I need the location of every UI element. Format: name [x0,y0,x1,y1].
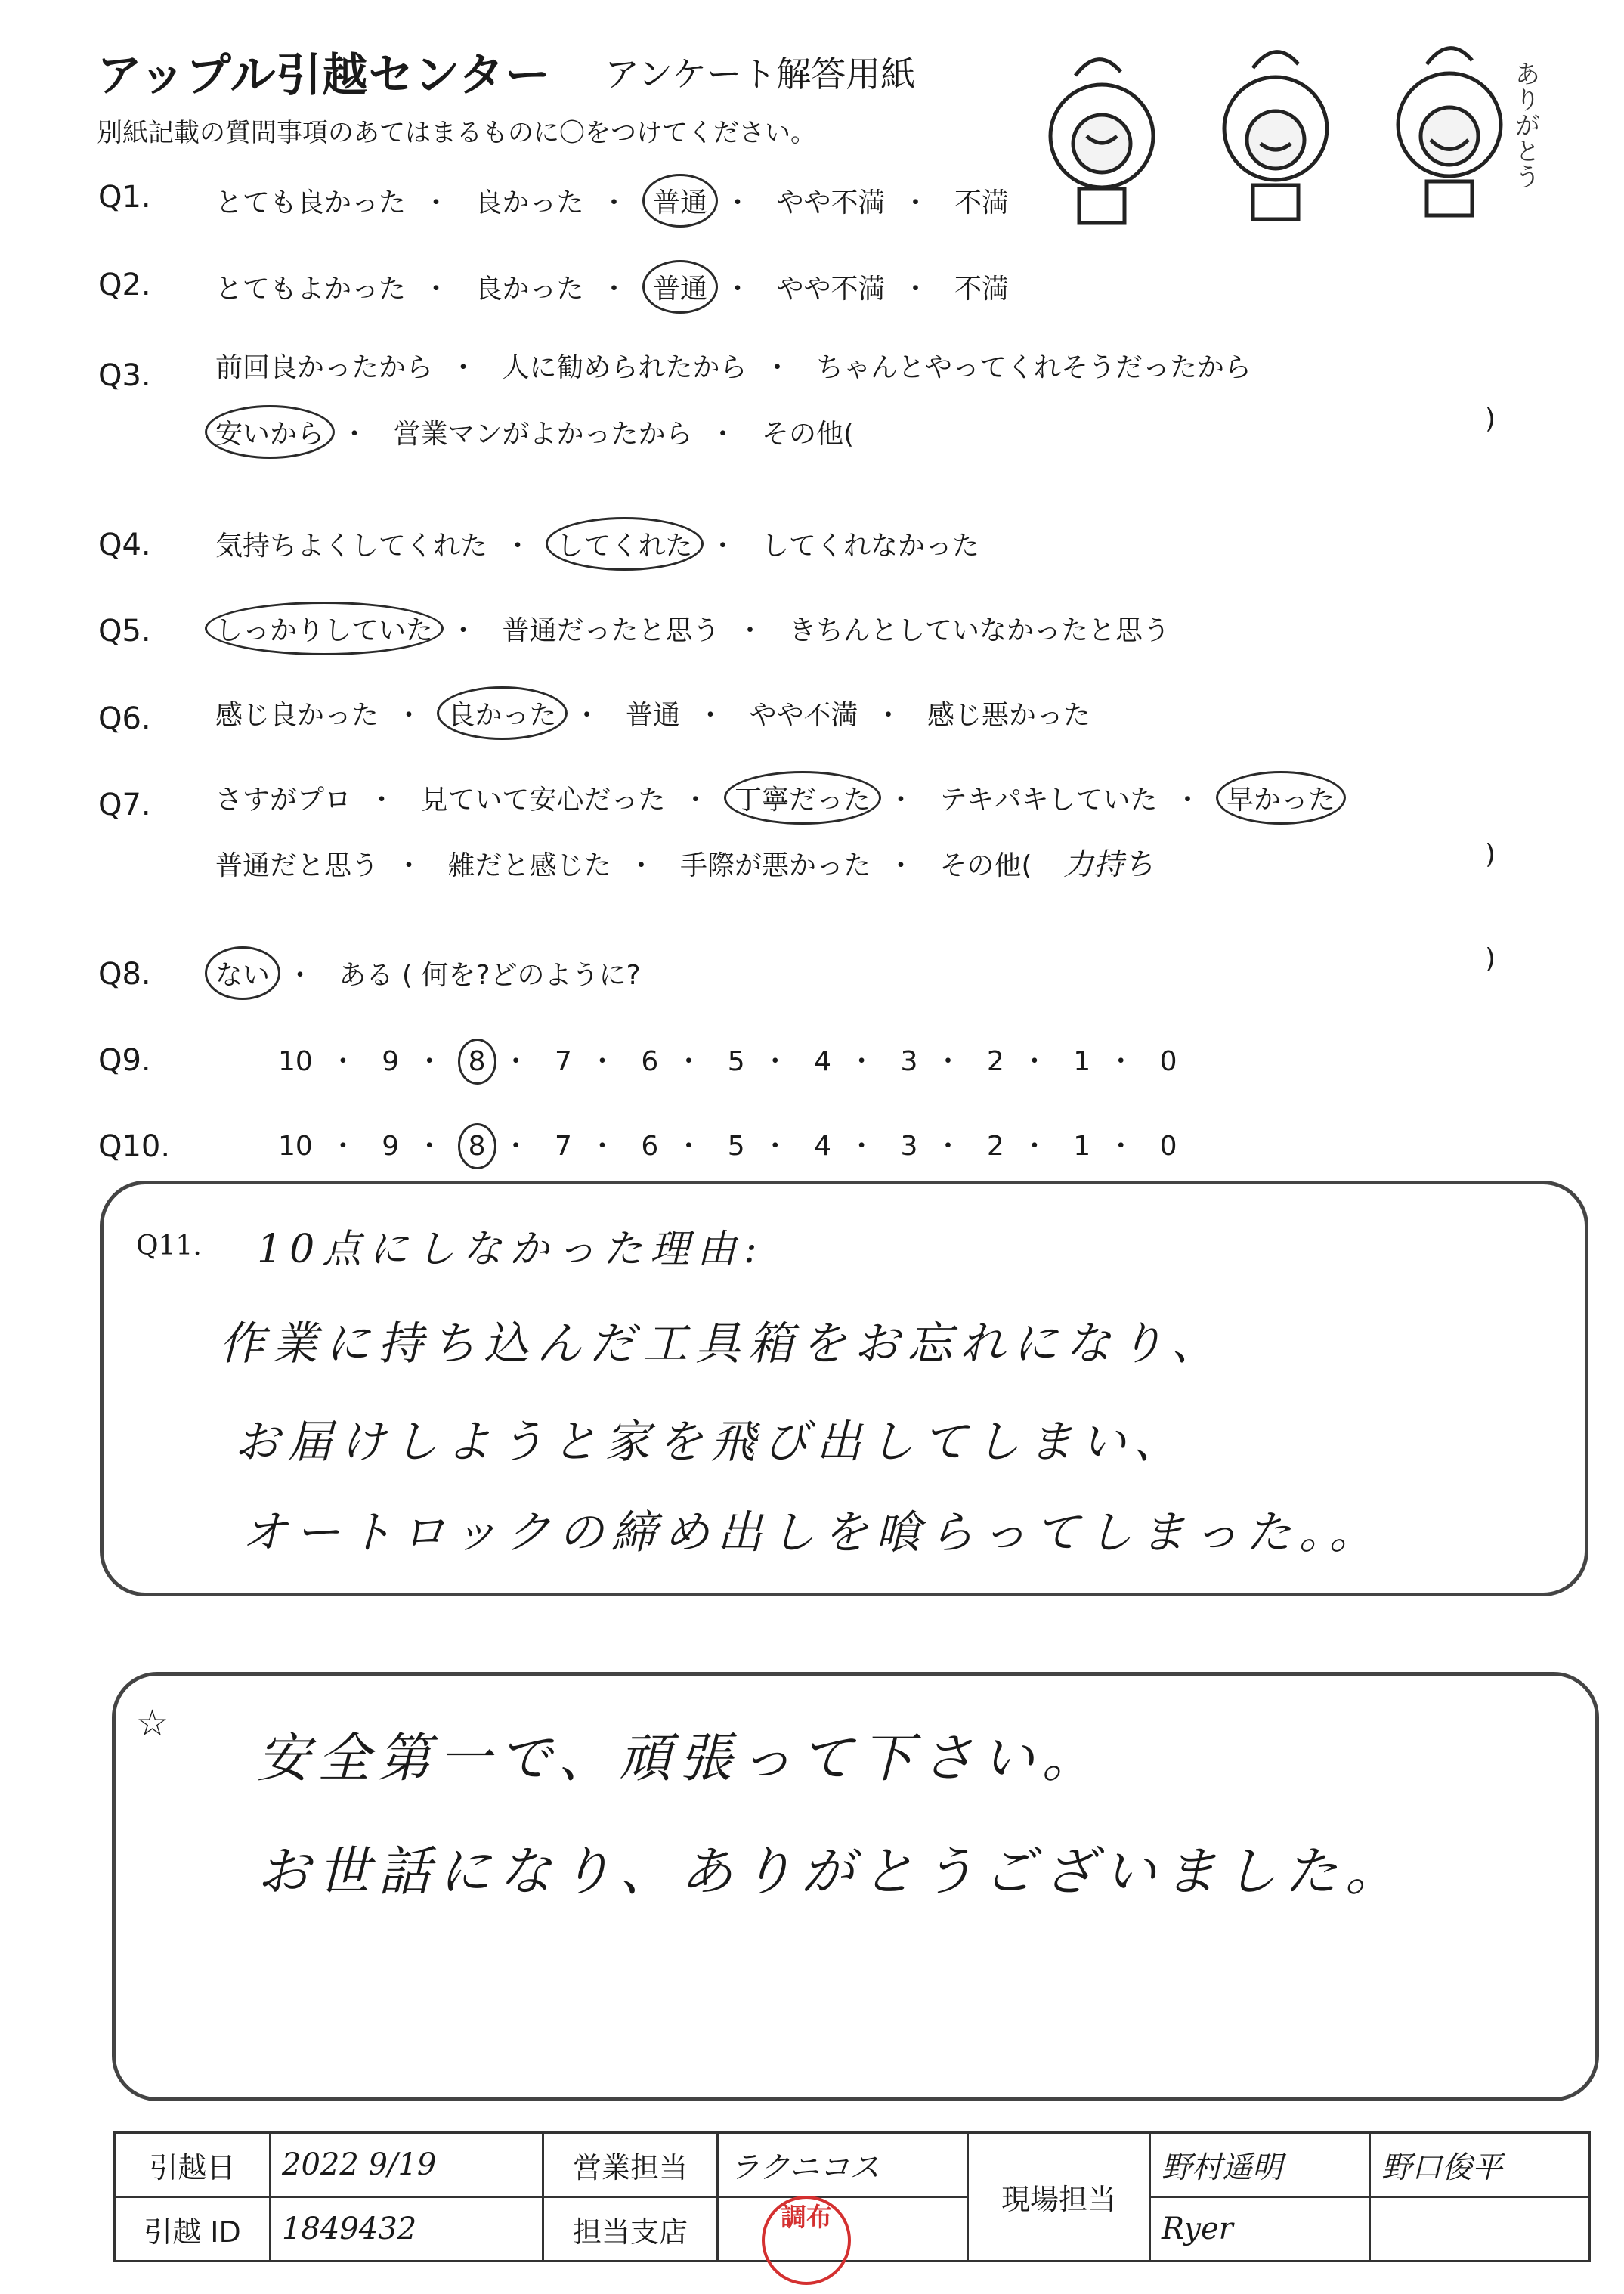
option[interactable]: 普通だったと思う [502,615,720,646]
option[interactable]: 5 [727,1131,745,1162]
option-selected[interactable]: 安いから [215,413,324,451]
option[interactable]: 7 [555,1131,572,1162]
q1-label: Q1. [98,180,151,215]
option[interactable]: ある ( 何を?どのように? [339,960,641,991]
q10-label: Q10. [98,1129,171,1164]
close-paren: ) [1485,943,1496,974]
option[interactable]: 6 [641,1131,659,1162]
option[interactable]: やや不満 [749,700,858,731]
option[interactable]: 10 [278,1131,313,1162]
form-subtitle: アンケート解答用紙 [605,54,916,94]
option[interactable]: 3 [900,1046,918,1077]
move-id-label: 引越 ID [115,2197,271,2261]
q3-options-row2: 安いから ・ 営業マンがよかったから ・ その他( ) [215,404,1496,450]
close-paren: ) [1485,839,1496,870]
option[interactable]: きちんとしていなかったと思う [788,615,1170,646]
option[interactable]: 9 [382,1131,400,1162]
option[interactable]: 良かった [475,187,584,218]
option[interactable]: 不満 [954,187,1009,218]
q8-options: ない ・ ある ( 何を?どのように? ) [215,943,1496,991]
staff-3: Ryer [1150,2197,1370,2261]
move-id-value: 1849432 [271,2197,543,2261]
branch-label: 担当支店 [543,2197,718,2261]
q6-label: Q6. [98,701,151,736]
option[interactable]: 6 [641,1046,659,1077]
option[interactable]: 手際が悪かった [679,850,871,881]
option[interactable]: とても良かった [215,187,407,218]
info-table [113,2131,1591,2262]
monkey-illustration [1034,30,1555,234]
option-selected[interactable]: 8 [468,1131,486,1162]
comment-line: 安全第一で、頑張って下さい。 [257,1727,1103,1789]
option-selected[interactable]: 良かった [447,694,556,732]
option[interactable]: 見ていて安心だった [420,785,666,816]
option[interactable]: 1 [1073,1046,1091,1077]
option[interactable]: 0 [1159,1046,1177,1077]
option[interactable]: 前回良かったから [215,352,434,383]
q4-label: Q4. [98,528,151,562]
option[interactable]: 1 [1073,1131,1091,1162]
thanks-text: ありがとう [1510,60,1540,189]
option[interactable]: してくれなかった [761,531,979,562]
option-selected[interactable]: 丁寧だった [735,779,871,817]
q11-line: オートロックの締め出しを喰らってしまった。。 [242,1506,1382,1559]
option-selected[interactable]: 普通 [653,268,707,306]
option[interactable]: やや不満 [776,187,886,218]
option[interactable]: さすがプロ [215,785,352,816]
option[interactable]: 2 [986,1131,1004,1162]
staff-empty [1370,2197,1590,2261]
option-selected[interactable]: してくれた [556,525,692,563]
option[interactable]: 10 [278,1046,313,1077]
close-paren: ) [1485,404,1496,435]
option[interactable]: とてもよかった [215,274,407,305]
option-selected[interactable]: 普通 [653,181,707,220]
option[interactable]: 感じ悪かった [926,700,1090,731]
option[interactable]: 人に勧められたから [502,352,747,383]
q9-options: 10 ・ 9 ・ 8 ・ 7 ・ 6 ・ 5 ・ 4 ・ 3 ・ 2 ・ 1 ・ 0 [278,1046,1177,1077]
option-selected[interactable]: 早かった [1227,779,1335,817]
instruction-text: 別紙記載の質問事項のあてはまるものに〇をつけてください。 [97,118,816,148]
q8-label: Q8. [98,957,151,992]
option[interactable]: 普通 [625,700,680,731]
q9-label: Q9. [98,1043,151,1078]
q4-options: 気持ちよくしてくれた ・ してくれた ・ してくれなかった [215,525,979,563]
q11-line: 10点にしなかった理由: [257,1227,765,1272]
option[interactable]: ちゃんとやってくれそうだったから [815,352,1251,383]
q10-options: 10 ・ 9 ・ 8 ・ 7 ・ 6 ・ 5 ・ 4 ・ 3 ・ 2 ・ 1 ・ 0 [278,1131,1177,1162]
q7-options: さすがプロ ・ 見ていて安心だった ・ 丁寧だった ・ テキパキしていた ・ 早かった [215,779,1335,817]
q7-options-row2: 普通だと思う ・ 雑だと感じた ・ 手際が悪かった ・ その他( 力持ち ) [215,839,1496,882]
company-title: アップル引越センター [97,49,551,102]
option[interactable]: 0 [1159,1131,1177,1162]
q5-label: Q5. [98,614,151,649]
option[interactable]: 感じ良かった [215,700,379,731]
option[interactable]: 営業マンがよかったから [393,419,693,450]
q11-label: Q11. [136,1231,202,1262]
option[interactable]: やや不満 [776,274,886,305]
option[interactable]: 5 [727,1046,745,1077]
option[interactable]: 気持ちよくしてくれた [215,531,488,562]
option[interactable]: 良かった [475,274,584,305]
q2-label: Q2. [98,268,151,302]
q3-options: 前回良かったから ・ 人に勧められたから ・ ちゃんとやってくれそうだったから [215,352,1251,383]
staff-2: 野口俊平 [1370,2133,1590,2197]
option-selected[interactable]: 8 [468,1046,486,1077]
sales-label: 営業担当 [543,2133,718,2197]
q11-line: 作業に持ち込んだ工具箱をお忘れになり、 [219,1317,1224,1370]
branch-stamp: 調布 [762,2196,851,2285]
staff-1: 野村遥明 [1150,2133,1370,2197]
q7-label: Q7. [98,788,151,822]
star-icon: ☆ [136,1702,169,1744]
option[interactable]: 4 [814,1131,832,1162]
option[interactable]: 9 [382,1046,400,1077]
option[interactable]: 雑だと感じた [447,850,611,881]
option-selected[interactable]: ない [215,954,270,992]
sales-value: ラクニコス [718,2133,968,2197]
q11-line: お届けしようと家を飛び出してしまい、 [234,1416,1186,1469]
option[interactable]: 7 [555,1046,572,1077]
q5-options: しっかりしていた ・ 普通だったと思う ・ きちんとしていなかったと思う [215,609,1170,648]
move-date-label: 引越日 [115,2133,271,2197]
option[interactable]: その他( [939,850,1032,881]
q7-other-handwritten: 力持ち [1063,847,1154,882]
option-selected[interactable]: しっかりしていた [215,609,433,648]
option[interactable]: その他( [761,419,855,450]
q3-label: Q3. [98,358,151,393]
option[interactable]: 3 [900,1131,918,1162]
q6-options: 感じ良かった ・ 良かった ・ 普通 ・ やや不満 ・ 感じ悪かった [215,694,1090,732]
option[interactable]: 不満 [954,274,1009,305]
option[interactable]: 普通だと思う [215,850,379,881]
q2-options: とてもよかった ・ 良かった ・ 普通 ・ やや不満 ・ 不満 [215,268,1009,306]
staff-label: 現場担当 [968,2133,1150,2261]
q1-options: とても良かった ・ 良かった ・ 普通 ・ やや不満 ・ 不満 [215,181,1009,220]
option[interactable]: テキパキしていた [939,785,1158,816]
option[interactable]: 2 [986,1046,1004,1077]
comment-line: お世話になり、ありがとうございました。 [257,1840,1406,1902]
move-date-value: 2022 9/19 [271,2133,543,2197]
option[interactable]: 4 [814,1046,832,1077]
